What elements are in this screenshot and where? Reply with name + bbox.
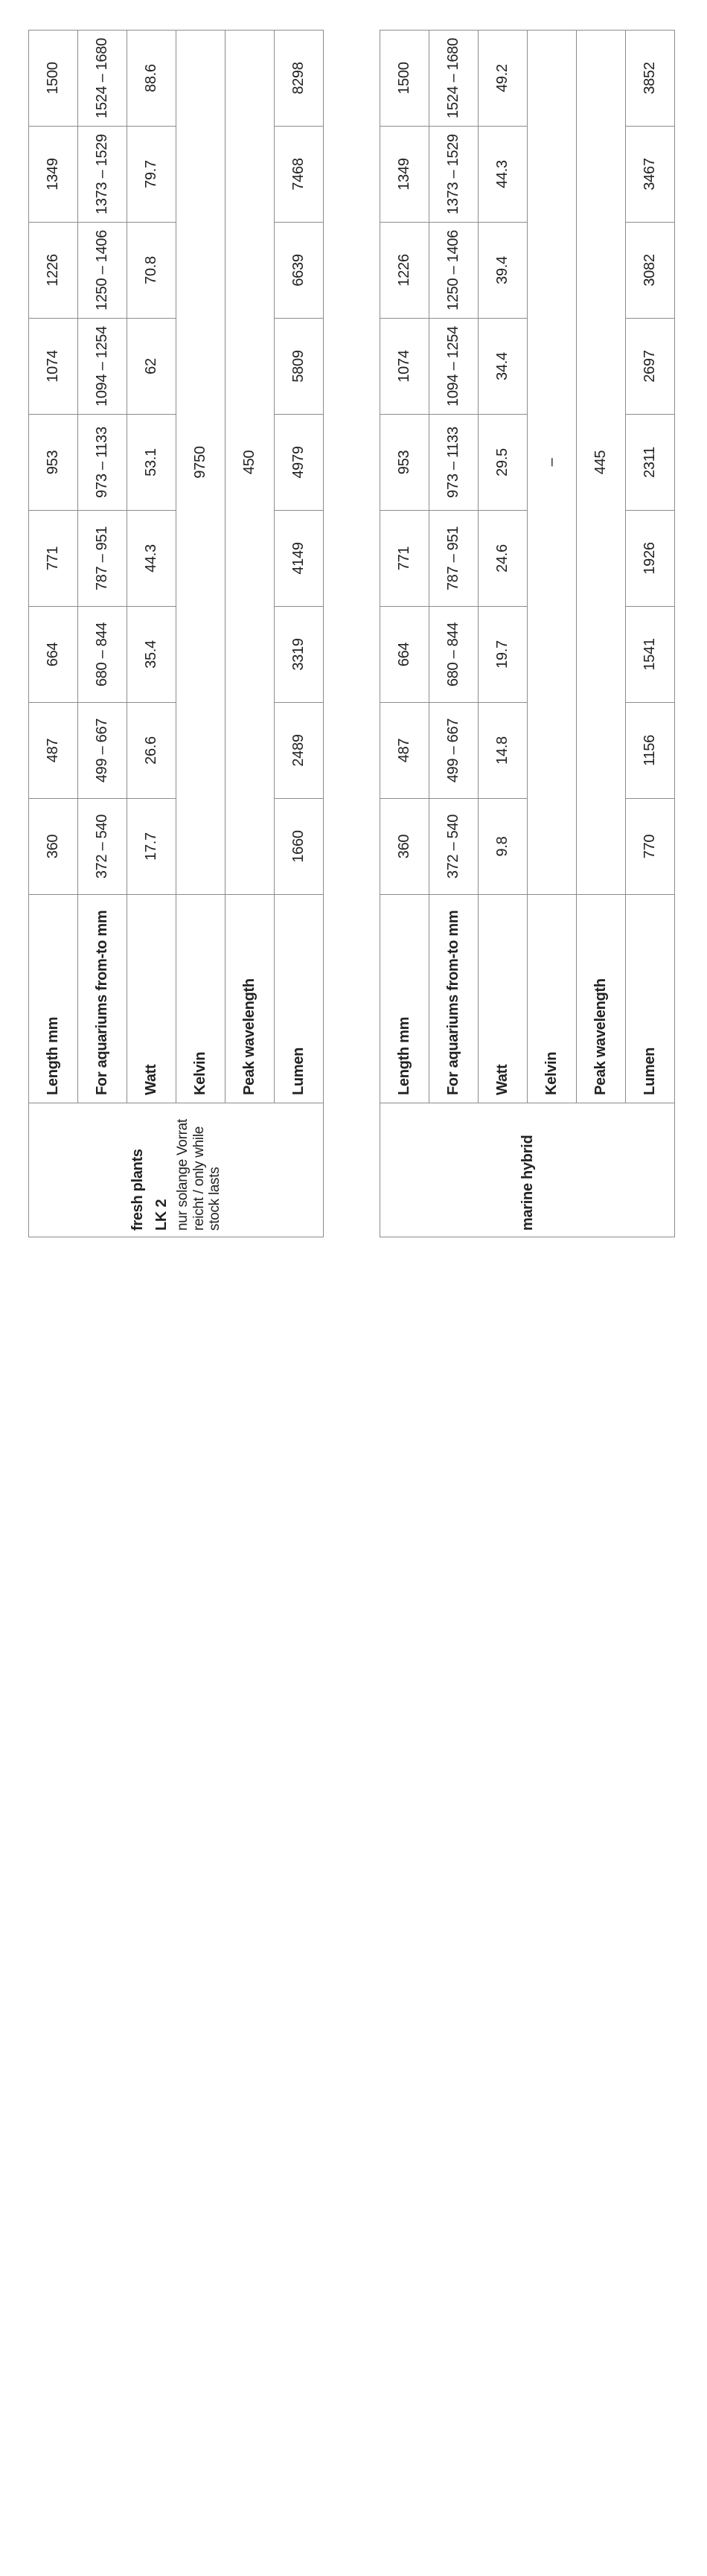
table-cell-merged: 445 — [577, 31, 626, 895]
table-cell: 3082 — [626, 223, 675, 319]
table-cell: 1094 – 1254 — [429, 319, 479, 415]
table-cell: 70.8 — [127, 223, 176, 319]
table-cell: 17.7 — [127, 799, 176, 895]
row-label: Peak wavelength — [577, 895, 626, 1103]
table-cell: 360 — [29, 799, 78, 895]
table-row — [275, 31, 324, 1237]
table-cell: 1349 — [380, 127, 429, 223]
table-row — [380, 31, 429, 1237]
table-cell: 1373 – 1529 — [78, 127, 127, 223]
table-cell: 1074 — [29, 319, 78, 415]
table-cell: 771 — [380, 511, 429, 607]
table-cell: 953 — [380, 415, 429, 511]
table-cell: 664 — [29, 607, 78, 703]
group-header-cell — [29, 1103, 324, 1237]
table-cell: 680 – 844 — [78, 607, 127, 703]
table-cell: 1226 — [380, 223, 429, 319]
table-cell: 79.7 — [127, 127, 176, 223]
table-row — [577, 31, 626, 1237]
table-row — [429, 31, 479, 1237]
group-header-cell — [380, 1103, 675, 1237]
table-cell: 39.4 — [479, 223, 528, 319]
table-cell: 1660 — [275, 799, 324, 895]
table-row — [29, 31, 78, 1237]
table-cell: 1226 — [29, 223, 78, 319]
table-cell: 88.6 — [127, 31, 176, 127]
row-label: Kelvin — [528, 895, 577, 1103]
table-cell: 787 – 951 — [78, 511, 127, 607]
table-cell: 664 — [380, 607, 429, 703]
table-cell-merged: – — [528, 31, 577, 895]
table-cell: 973 – 1133 — [429, 415, 479, 511]
group-title: marine hybrid — [519, 1135, 536, 1231]
row-label: Length mm — [29, 895, 78, 1103]
table-cell: 7468 — [275, 127, 324, 223]
row-label: Length mm — [380, 895, 429, 1103]
table-cell: 53.1 — [127, 415, 176, 511]
table-cell: 29.5 — [479, 415, 528, 511]
table-cell: 787 – 951 — [429, 511, 479, 607]
table-cell: 953 — [29, 415, 78, 511]
table-cell: 1156 — [626, 703, 675, 799]
table-cell: 49.2 — [479, 31, 528, 127]
table-cell: 3852 — [626, 31, 675, 127]
table-cell: 360 — [380, 799, 429, 895]
table-cell: 1373 – 1529 — [429, 127, 479, 223]
table-cell: 1250 – 1406 — [78, 223, 127, 319]
table-cell: 1074 — [380, 319, 429, 415]
marine-hybrid-spec-table — [380, 30, 675, 1237]
table-cell: 44.3 — [127, 511, 176, 607]
table-cell: 24.6 — [479, 511, 528, 607]
row-label: Watt — [127, 895, 176, 1103]
table-row — [176, 31, 225, 1237]
table-cell: 1500 — [380, 31, 429, 127]
table-cell: 2489 — [275, 703, 324, 799]
table-cell: 14.8 — [479, 703, 528, 799]
table-row — [225, 31, 275, 1237]
table-cell: 771 — [29, 511, 78, 607]
table-cell: 3319 — [275, 607, 324, 703]
table-cell: 3467 — [626, 127, 675, 223]
table-row — [626, 31, 675, 1237]
row-label: Peak wavelength — [225, 895, 275, 1103]
table-cell: 8298 — [275, 31, 324, 127]
table-cell: 973 – 1133 — [78, 415, 127, 511]
row-label: Watt — [479, 895, 528, 1103]
table-cell: 44.3 — [479, 127, 528, 223]
table-cell: 2697 — [626, 319, 675, 415]
table-cell: 26.6 — [127, 703, 176, 799]
table-row — [479, 31, 528, 1237]
table-cell-merged: 450 — [225, 31, 275, 895]
table-cell: 62 — [127, 319, 176, 415]
table-cell: 487 — [380, 703, 429, 799]
table-cell: 499 – 667 — [429, 703, 479, 799]
table-cell: 4149 — [275, 511, 324, 607]
table-cell: 1541 — [626, 607, 675, 703]
table-cell: 487 — [29, 703, 78, 799]
group-title: fresh plants — [129, 1149, 146, 1231]
table-cell: 34.4 — [479, 319, 528, 415]
table-cell: 1500 — [29, 31, 78, 127]
table-cell: 1926 — [626, 511, 675, 607]
table-cell: 680 – 844 — [429, 607, 479, 703]
table-row — [78, 31, 127, 1237]
table-cell: 770 — [626, 799, 675, 895]
row-label: Lumen — [275, 895, 324, 1103]
table-cell: 19.7 — [479, 607, 528, 703]
table-cell: 6639 — [275, 223, 324, 319]
table-row — [127, 31, 176, 1237]
table-cell: 5809 — [275, 319, 324, 415]
table-cell: 499 – 667 — [78, 703, 127, 799]
table-cell: 372 – 540 — [78, 799, 127, 895]
table-cell: 372 – 540 — [429, 799, 479, 895]
table-cell: 35.4 — [127, 607, 176, 703]
table-cell: 1349 — [29, 127, 78, 223]
row-label: Lumen — [626, 895, 675, 1103]
table-cell: 4979 — [275, 415, 324, 511]
row-label: For aquariums from-to mm — [78, 895, 127, 1103]
group-subtitle: LK 2 — [153, 1199, 170, 1231]
table-cell: 1524 – 1680 — [429, 31, 479, 127]
table-cell: 1524 – 1680 — [78, 31, 127, 127]
table-cell: 2311 — [626, 415, 675, 511]
row-label: For aquariums from-to mm — [429, 895, 479, 1103]
table-cell: 9.8 — [479, 799, 528, 895]
table-row — [528, 31, 577, 1237]
table-cell: 1094 – 1254 — [78, 319, 127, 415]
availability-note: nur solange Vorrat reicht / only while stock lasts — [174, 1119, 223, 1231]
table-cell: 1250 – 1406 — [429, 223, 479, 319]
table-cell-merged: 9750 — [176, 31, 225, 895]
row-label: Kelvin — [176, 895, 225, 1103]
fresh-plants-spec-table — [28, 30, 324, 1237]
